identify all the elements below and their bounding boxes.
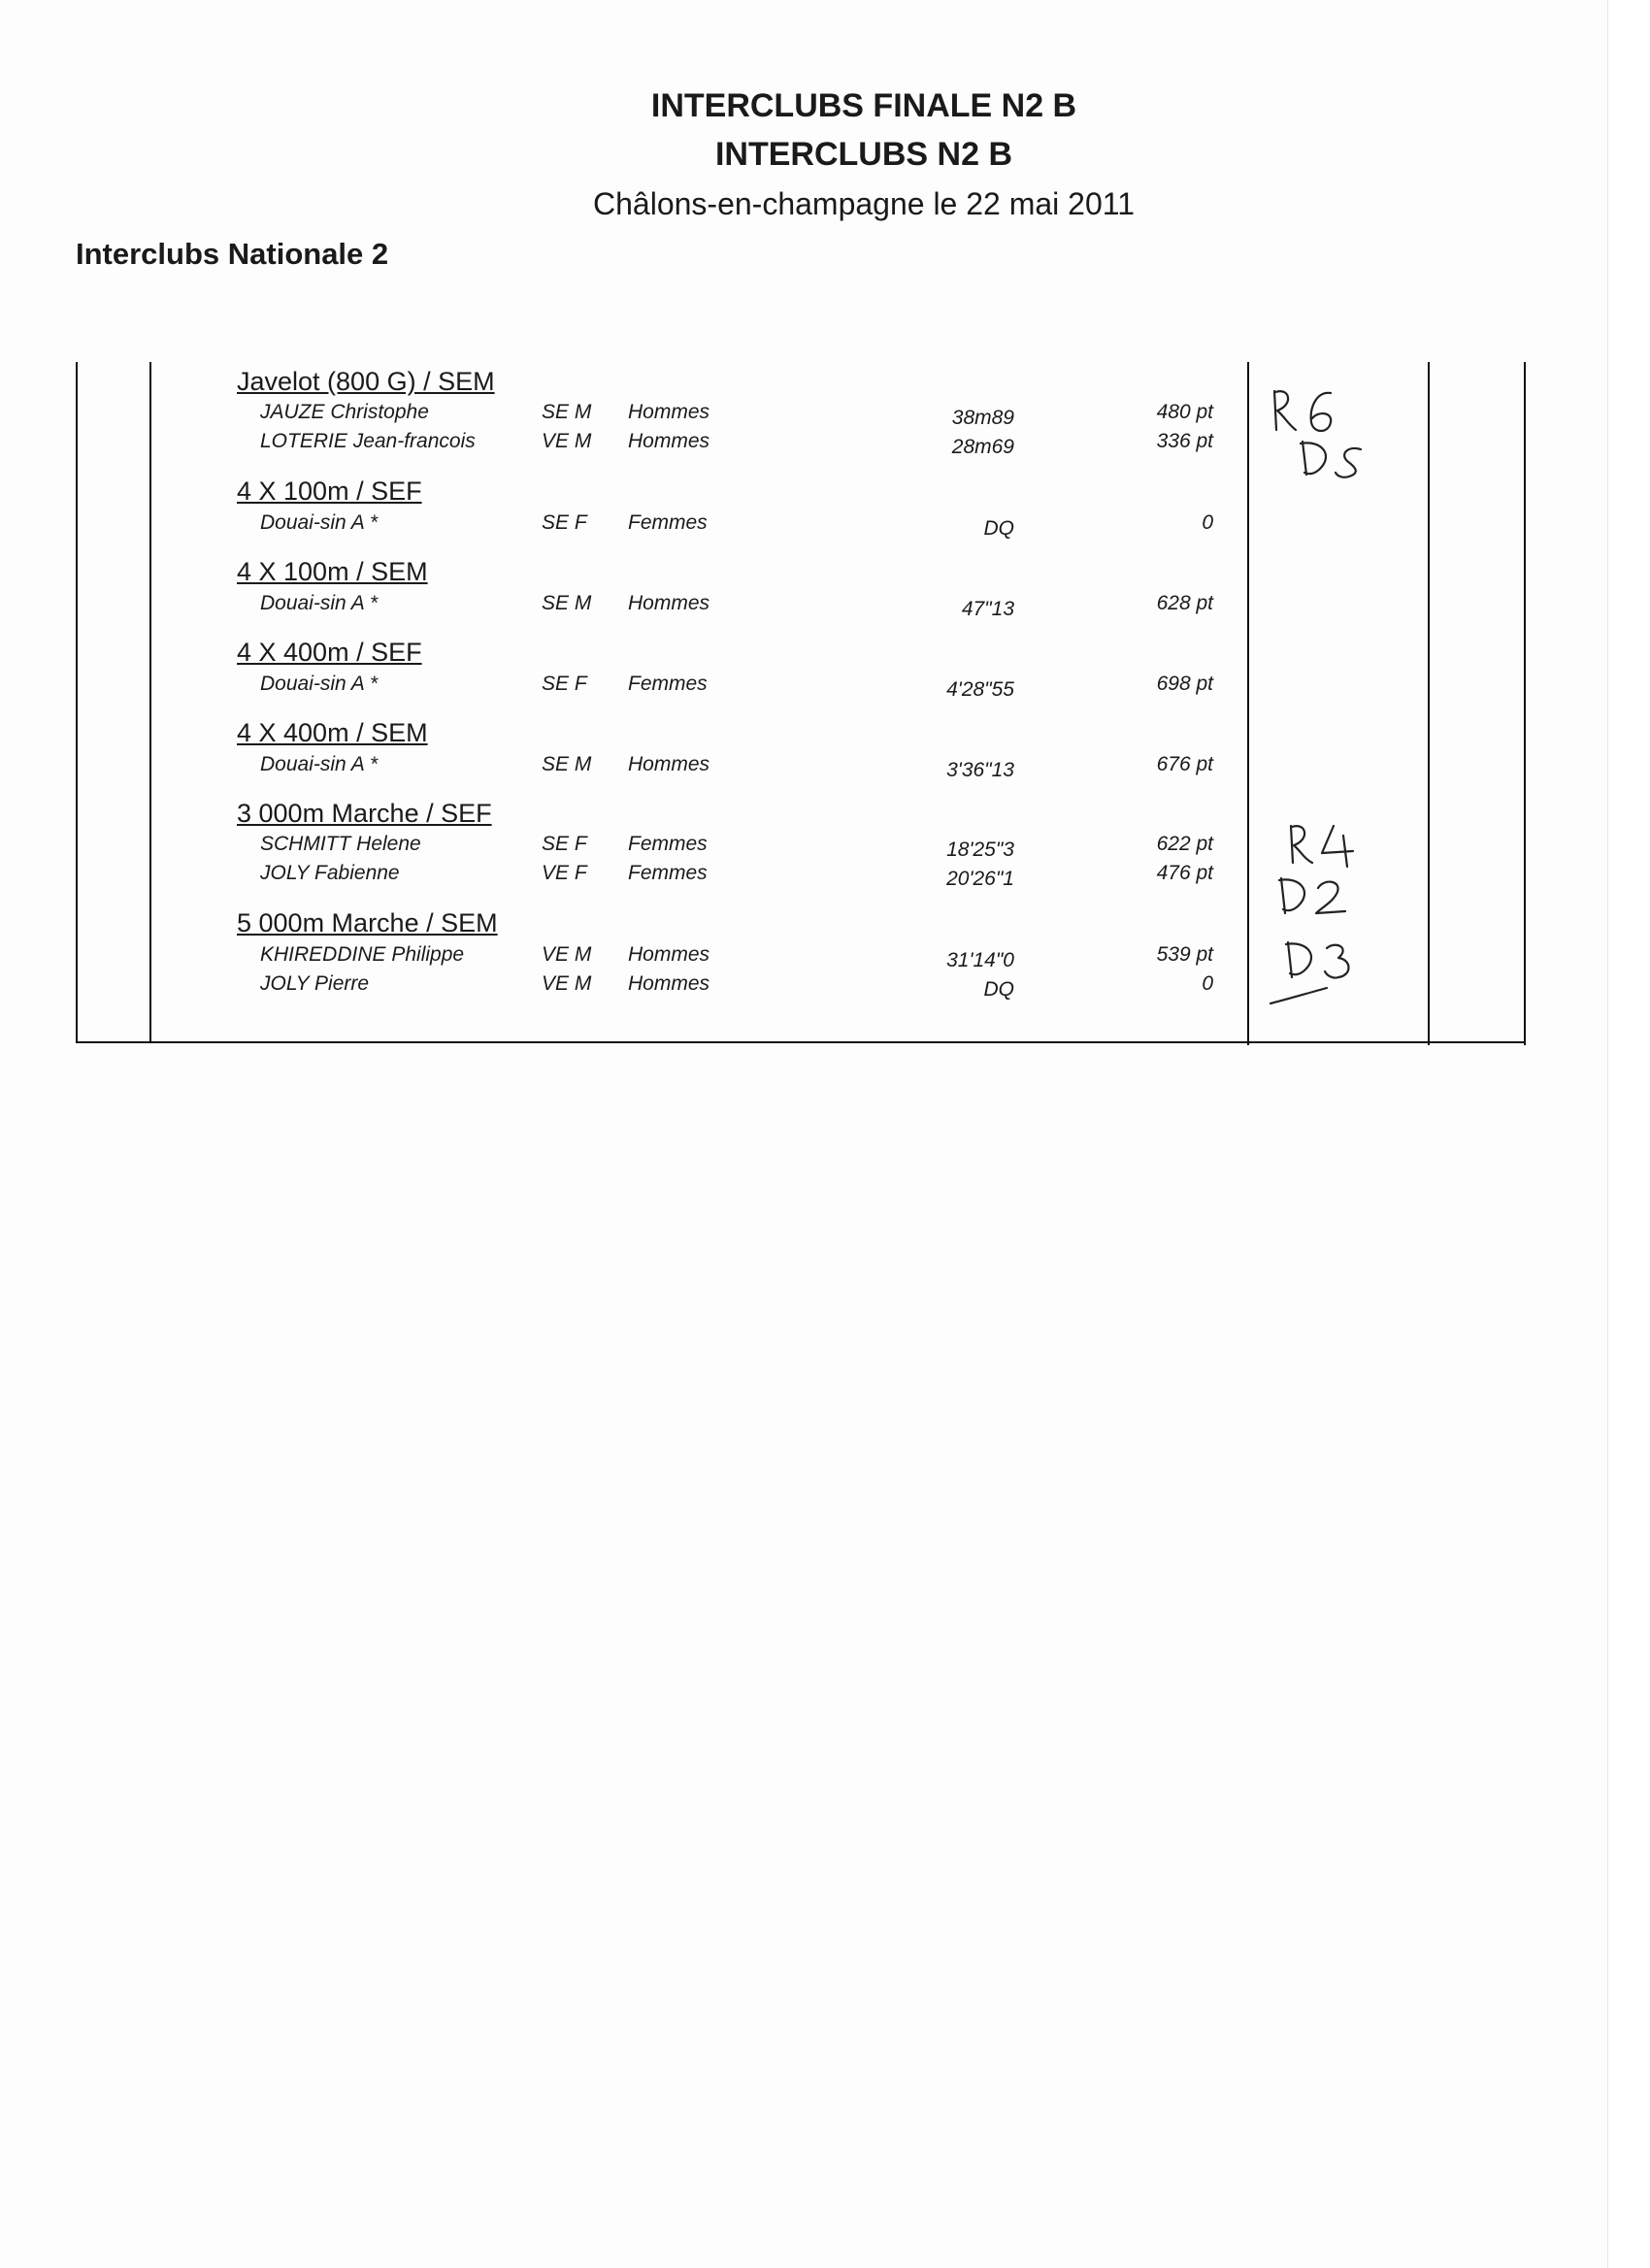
athlete-gender: Hommes bbox=[628, 430, 710, 452]
team-name: Douai-sin A * bbox=[260, 673, 378, 695]
athlete-name: LOTERIE Jean-francois bbox=[260, 430, 476, 452]
event-title: 4 X 100m / SEF bbox=[237, 477, 422, 506]
athlete-gender: Femmes bbox=[628, 833, 708, 855]
table-row bbox=[0, 511, 1262, 541]
event-title: 4 X 400m / SEM bbox=[237, 718, 428, 747]
points: 480 pt bbox=[1156, 401, 1213, 423]
athlete-name: KHIREDDINE Philippe bbox=[260, 943, 465, 966]
event-title: Javelot (800 G) / SEM bbox=[237, 367, 495, 396]
table-row bbox=[0, 673, 1262, 702]
performance: DQ bbox=[983, 517, 1014, 540]
athlete-category: SE M bbox=[542, 753, 592, 775]
athlete-gender: Hommes bbox=[628, 972, 710, 995]
points: 698 pt bbox=[1156, 673, 1213, 695]
table-border-left bbox=[76, 362, 78, 1043]
table-border-inner-left bbox=[149, 362, 151, 1043]
points: 0 bbox=[1202, 511, 1213, 534]
table-row bbox=[0, 833, 1262, 862]
table-row bbox=[0, 862, 1262, 891]
athlete-category: VE M bbox=[542, 972, 592, 995]
performance: 20'26"1 bbox=[946, 868, 1014, 890]
team-name: Douai-sin A * bbox=[260, 511, 378, 534]
athlete-gender: Hommes bbox=[628, 592, 710, 614]
competition-subtitle: Interclubs Nationale 2 bbox=[76, 237, 389, 271]
performance: DQ bbox=[983, 978, 1014, 1001]
athlete-category: SE F bbox=[542, 511, 587, 534]
athlete-gender: Femmes bbox=[628, 511, 708, 534]
athlete-category: SE F bbox=[542, 673, 587, 695]
handwritten-note-ds bbox=[1291, 432, 1378, 490]
document-title-secondary: INTERCLUBS N2 B bbox=[714, 136, 1013, 173]
scan-edge bbox=[1607, 0, 1650, 2268]
athlete-name: JOLY Pierre bbox=[260, 972, 370, 995]
athlete-gender: Hommes bbox=[628, 943, 710, 966]
table-row bbox=[0, 430, 1262, 459]
handwritten-underline bbox=[1267, 980, 1335, 1009]
athlete-gender: Femmes bbox=[628, 862, 708, 884]
handwritten-note-r4 bbox=[1283, 818, 1370, 876]
performance: 18'25"3 bbox=[946, 838, 1014, 861]
performance: 38m89 bbox=[951, 407, 1014, 429]
athlete-name: SCHMITT Helene bbox=[260, 833, 421, 855]
table-border-notes-right bbox=[1428, 362, 1430, 1045]
athlete-gender: Femmes bbox=[628, 673, 708, 695]
athlete-name: JAUZE Christophe bbox=[260, 401, 429, 423]
table-row bbox=[0, 753, 1262, 782]
performance: 47"13 bbox=[961, 598, 1014, 620]
table-row bbox=[0, 592, 1262, 621]
performance: 4'28"55 bbox=[946, 678, 1014, 701]
event-title: 5 000m Marche / SEM bbox=[237, 908, 498, 937]
team-name: Douai-sin A * bbox=[260, 592, 378, 614]
athlete-category: VE M bbox=[542, 943, 592, 966]
points: 628 pt bbox=[1156, 592, 1213, 614]
performance: 31'14"0 bbox=[946, 949, 1014, 971]
points: 336 pt bbox=[1156, 430, 1213, 452]
points: 0 bbox=[1202, 972, 1213, 995]
table-border-right bbox=[1524, 362, 1526, 1045]
table-row bbox=[0, 943, 1262, 972]
table-row bbox=[0, 972, 1262, 1002]
event-title: 4 X 100m / SEM bbox=[237, 557, 428, 586]
performance: 28m69 bbox=[951, 436, 1014, 458]
athlete-category: SE M bbox=[542, 401, 592, 423]
athlete-category: SE F bbox=[542, 833, 587, 855]
document-title: INTERCLUBS FINALE N2 B bbox=[650, 87, 1077, 124]
athlete-category: SE M bbox=[542, 592, 592, 614]
athlete-gender: Hommes bbox=[628, 401, 710, 423]
table-border-bottom bbox=[76, 1041, 1526, 1043]
event-title: 3 000m Marche / SEF bbox=[237, 799, 492, 828]
athlete-gender: Hommes bbox=[628, 753, 710, 775]
points: 676 pt bbox=[1156, 753, 1213, 775]
location-date: Châlons-en-champagne le 22 mai 2011 bbox=[593, 186, 1135, 221]
points: 622 pt bbox=[1156, 833, 1213, 855]
table-row bbox=[0, 401, 1262, 430]
handwritten-note-d2 bbox=[1270, 869, 1357, 927]
points: 476 pt bbox=[1156, 862, 1213, 884]
points: 539 pt bbox=[1156, 943, 1213, 966]
event-title: 4 X 400m / SEF bbox=[237, 638, 422, 667]
team-name: Douai-sin A * bbox=[260, 753, 378, 775]
performance: 3'36"13 bbox=[946, 759, 1014, 781]
athlete-name: JOLY Fabienne bbox=[260, 862, 400, 884]
athlete-category: VE F bbox=[542, 862, 587, 884]
athlete-category: VE M bbox=[542, 430, 592, 452]
